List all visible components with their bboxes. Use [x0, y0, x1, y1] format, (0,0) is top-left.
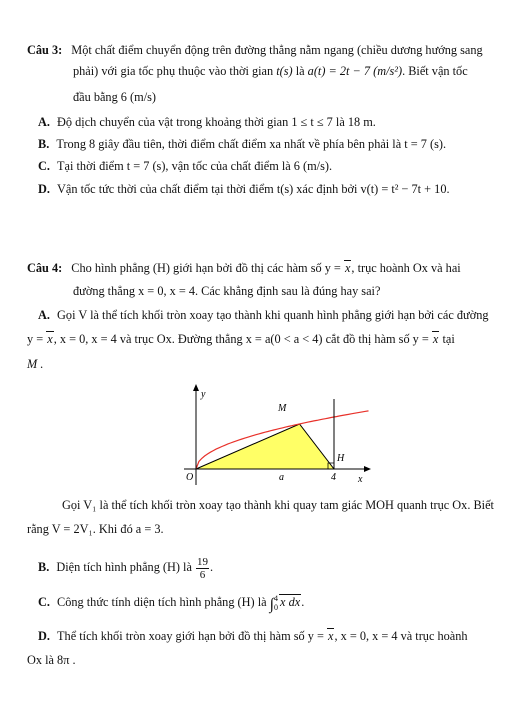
q3-line-2 — [73, 63, 468, 79]
label-o: O — [186, 472, 194, 483]
label-4: 4 — [331, 472, 336, 483]
q4-option-d-line-2 — [27, 652, 76, 668]
q4-option-b-period: . — [210, 560, 214, 574]
q3-stem-3: đầu bằng 6 (m/s) — [73, 90, 156, 104]
q4-option-a-5: rằng V = 2V₁. Khi đó a = 3. — [27, 522, 164, 536]
q4-option-a-line-1 — [38, 307, 489, 323]
q4-option-a-label: A. — [38, 308, 50, 322]
q4-option-c-text: Công thức tính diện tích hình phẳng (H) là — [57, 595, 267, 609]
graph-figure — [172, 381, 372, 491]
q3-stem-1: Một chất điểm chuyển động trên đường thẳng nằm ngang (chiều dương hướng sang — [71, 43, 483, 57]
q3-stem-2t: t(s) — [276, 64, 293, 78]
q4-option-a-line-2 — [27, 331, 455, 347]
integral-limits — [274, 594, 278, 612]
q4-line-1 — [27, 260, 461, 276]
q4-stem-2: đường thẳng x = 0, x = 4. Các khẳng định sau là đúng hay sai? — [73, 284, 381, 298]
q3-line-3 — [73, 89, 156, 105]
q3-option-a-label: A. — [38, 115, 50, 129]
q4-option-b-text: Diện tích hình phẳng (H) là — [56, 560, 192, 574]
q4-stem-1a: Cho hình phẳng (H) giới hạn bởi đồ thị các hàm số y = — [71, 261, 341, 275]
q4-option-a-line-4 — [62, 497, 494, 513]
q4-option-a-4: Gọi V₁ là thể tích khối tròn xoay tạo thành khi quay tam giác MOH quanh trục Ox. Biết — [62, 498, 494, 512]
q3-option-b — [38, 136, 446, 152]
integral-upper: 4 — [274, 594, 279, 604]
q4-option-c-period: . — [301, 595, 305, 609]
q4-option-a-sqrt-1: x — [47, 332, 53, 346]
q3-option-b-label: B. — [38, 137, 50, 151]
q4-option-d-label: D. — [38, 629, 50, 643]
integral-lower: 0 — [274, 603, 279, 613]
q3-stem-2b: là — [295, 64, 305, 78]
q4-option-b-label: B. — [38, 560, 50, 574]
graph-svg — [172, 381, 372, 491]
q4-option-d-1a: Thể tích khối tròn xoay giới hạn bởi đồ thị hàm số y = — [57, 629, 324, 643]
fraction-19-6 — [196, 556, 209, 581]
q4-option-d-sqrt: x — [328, 629, 334, 643]
q3-option-a — [38, 114, 376, 130]
q3-option-d-text: Vận tốc tức thời của chất điểm tại thời điểm t(s) xác định bởi v(t) = t² − 7t + 10. — [57, 182, 450, 196]
q4-option-a-3: M . — [27, 357, 44, 371]
q3-stem-2c: . Biết vận tốc — [402, 64, 468, 78]
q3-option-c — [38, 158, 332, 174]
integral-body: x dx — [280, 595, 301, 609]
q3-label: Câu 3: — [27, 43, 63, 57]
q4-label: Câu 4: — [27, 261, 63, 275]
q4-option-d-line-1 — [38, 628, 468, 644]
q4-option-a-2a: y = — [27, 332, 44, 346]
q4-option-a-sqrt-2: x — [432, 332, 439, 346]
y-axis-arrow — [193, 384, 199, 391]
q4-option-a-line-5 — [27, 521, 164, 537]
q3-option-a-text: Độ dịch chuyển của vật trong khoảng thời gian 1 ≤ t ≤ 7 là 18 m. — [57, 115, 376, 129]
q3-option-d — [38, 181, 450, 197]
q4-option-d-1b: , x = 0, x = 4 và trục hoành — [334, 629, 468, 643]
label-h: H — [337, 453, 345, 464]
q3-line-1 — [27, 42, 483, 58]
q4-option-a-line-3 — [27, 356, 43, 372]
q4-option-a-2b: , x = 0, x = 4 và trục Ox. Đường thẳng x = a(0 < a < 4) cắt đồ thị hàm số y = — [53, 332, 429, 346]
q4-stem-1b: , trục hoành Ox và hai — [351, 261, 461, 275]
fraction-denominator: 6 — [199, 568, 206, 581]
label-a: a — [279, 472, 284, 483]
q4-option-a-text-1: Gọi V là thể tích khối tròn xoay tạo thành khi quanh hình phẳng giới hạn bởi các đường — [57, 308, 489, 322]
fraction-numerator: 19 — [197, 555, 209, 568]
q3-option-d-label: D. — [38, 182, 50, 196]
label-y: y — [201, 389, 206, 400]
q3-option-b-text: Trong 8 giây đầu tiên, thời điểm chất điểm xa nhất về phía bên phải là t = 7 (s). — [56, 137, 447, 151]
q3-option-c-text: Tại thời điểm t = 7 (s), vận tốc của chất điểm là 6 (m/s). — [57, 159, 333, 173]
q4-sqrt-x: x — [344, 261, 351, 275]
q4-line-2 — [73, 283, 380, 299]
q3-formula-a: a(t) = 2t − 7 (m/s²) — [307, 64, 403, 78]
q3-stem-2a: phải) với gia tốc phụ thuộc vào thời gian — [73, 64, 274, 78]
x-axis-arrow — [364, 466, 371, 472]
integral-sign: ∫ — [269, 596, 275, 613]
label-x: x — [358, 474, 363, 485]
triangle-moh — [196, 424, 334, 469]
q4-option-c — [38, 594, 304, 613]
q4-option-c-label: C. — [38, 595, 50, 609]
q3-option-c-label: C. — [38, 159, 50, 173]
q4-option-a-2c: tại — [442, 332, 455, 346]
q4-option-b — [38, 553, 213, 581]
label-m: M — [278, 403, 287, 414]
q4-option-d-2: Ox là 8π . — [27, 653, 76, 667]
